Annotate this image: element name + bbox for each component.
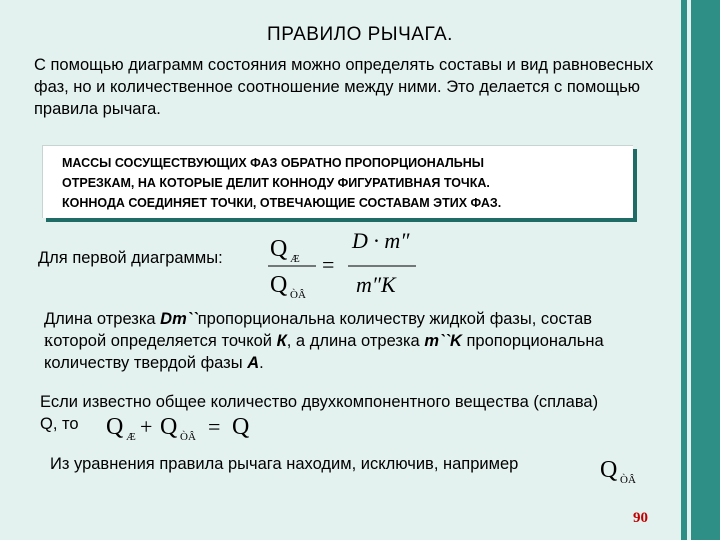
formula2-q1: Q: [106, 414, 124, 440]
rule-box: [42, 145, 633, 218]
formula2-equals: =: [208, 414, 221, 439]
segment-text-part: Длина отрезка: [44, 310, 161, 328]
solve-text: Из уравнения правила рычага находим, исключив, например: [50, 455, 519, 473]
formula-num-right: D · m″: [352, 228, 410, 253]
formula2-q3: Q: [232, 414, 250, 440]
formula3-q: Q: [600, 457, 618, 483]
formula-num-left: Q: [270, 236, 288, 262]
first-diagram-label: Для первой диаграммы:: [38, 249, 223, 267]
total-line-1: Если известно общее количество двухкомпонентного вещества (сплава): [40, 393, 599, 411]
rule-text: [62, 153, 501, 213]
intro-paragraph: С помощью диаграмм состояния можно определять составы и вид равновесных фаз, но и количественное соотношение между ними. Это делается с помощью правила рычага.: [34, 56, 654, 118]
segment-line-2: [44, 330, 720, 352]
segment-paragraph: [44, 308, 720, 374]
segment-text-part: .: [259, 354, 264, 372]
segment-text-part: , а длина отрезка: [286, 332, 425, 350]
formula-den-right: m″K: [356, 272, 396, 297]
formula-den-left: Q: [270, 272, 288, 298]
right-accent-stripe: [687, 0, 691, 540]
segment-text-part: пропорциональна количеству жидкой фазы, состав: [197, 310, 593, 328]
segment-text-part: количеству твердой фазы: [44, 354, 248, 372]
slide-title: ПРАВИЛО РЫЧАГА.: [267, 24, 453, 45]
rule-line: КОННОДА СОЕДИНЯЕТ ТОЧКИ, ОТВЕЧАЮЩИЕ СОСТАВАМ ЭТИХ ФАЗ.: [62, 196, 502, 210]
segment-dm: Dm``: [160, 310, 198, 328]
formula-equals: =: [322, 252, 335, 277]
segment-a-point: А: [247, 354, 260, 372]
total-mass-formula: [104, 408, 284, 444]
segment-mk: m``K: [424, 332, 462, 350]
formula3-sub: ÒÂ: [620, 474, 636, 486]
page-number: 90: [633, 510, 648, 526]
formula2-q1-sub: Æ: [126, 431, 136, 443]
rule-line: ОТРЕЗКАМ, НА КОТОРЫЕ ДЕЛИТ КОННОДУ ФИГУРАТИВНАЯ ТОЧКА.: [62, 176, 490, 190]
segment-k-point: К: [276, 332, 287, 350]
formula2-q2: Q: [160, 414, 178, 440]
formula-num-left-sub: Æ: [290, 253, 300, 265]
lever-rule-formula: [268, 226, 418, 302]
segment-text-part: пропорциональна: [461, 332, 604, 350]
rule-line: МАССЫ СОСУЩЕСТВУЮЩИХ ФАЗ ОБРАТНО ПРОПОРЦИОНАЛЬНЫ: [62, 156, 485, 170]
excluded-variable-formula: [598, 451, 642, 487]
formula2-plus: +: [140, 414, 153, 439]
formula-den-left-sub: ÒÂ: [290, 289, 306, 301]
total-line-2: Q, то: [40, 415, 79, 433]
segment-text-part: оторой определяется точкой: [53, 332, 277, 350]
formula2-q2-sub: ÒÂ: [180, 431, 196, 443]
segment-k-letter: к: [44, 330, 54, 351]
segment-line-3: [44, 352, 720, 374]
segment-line-1: [44, 308, 720, 330]
